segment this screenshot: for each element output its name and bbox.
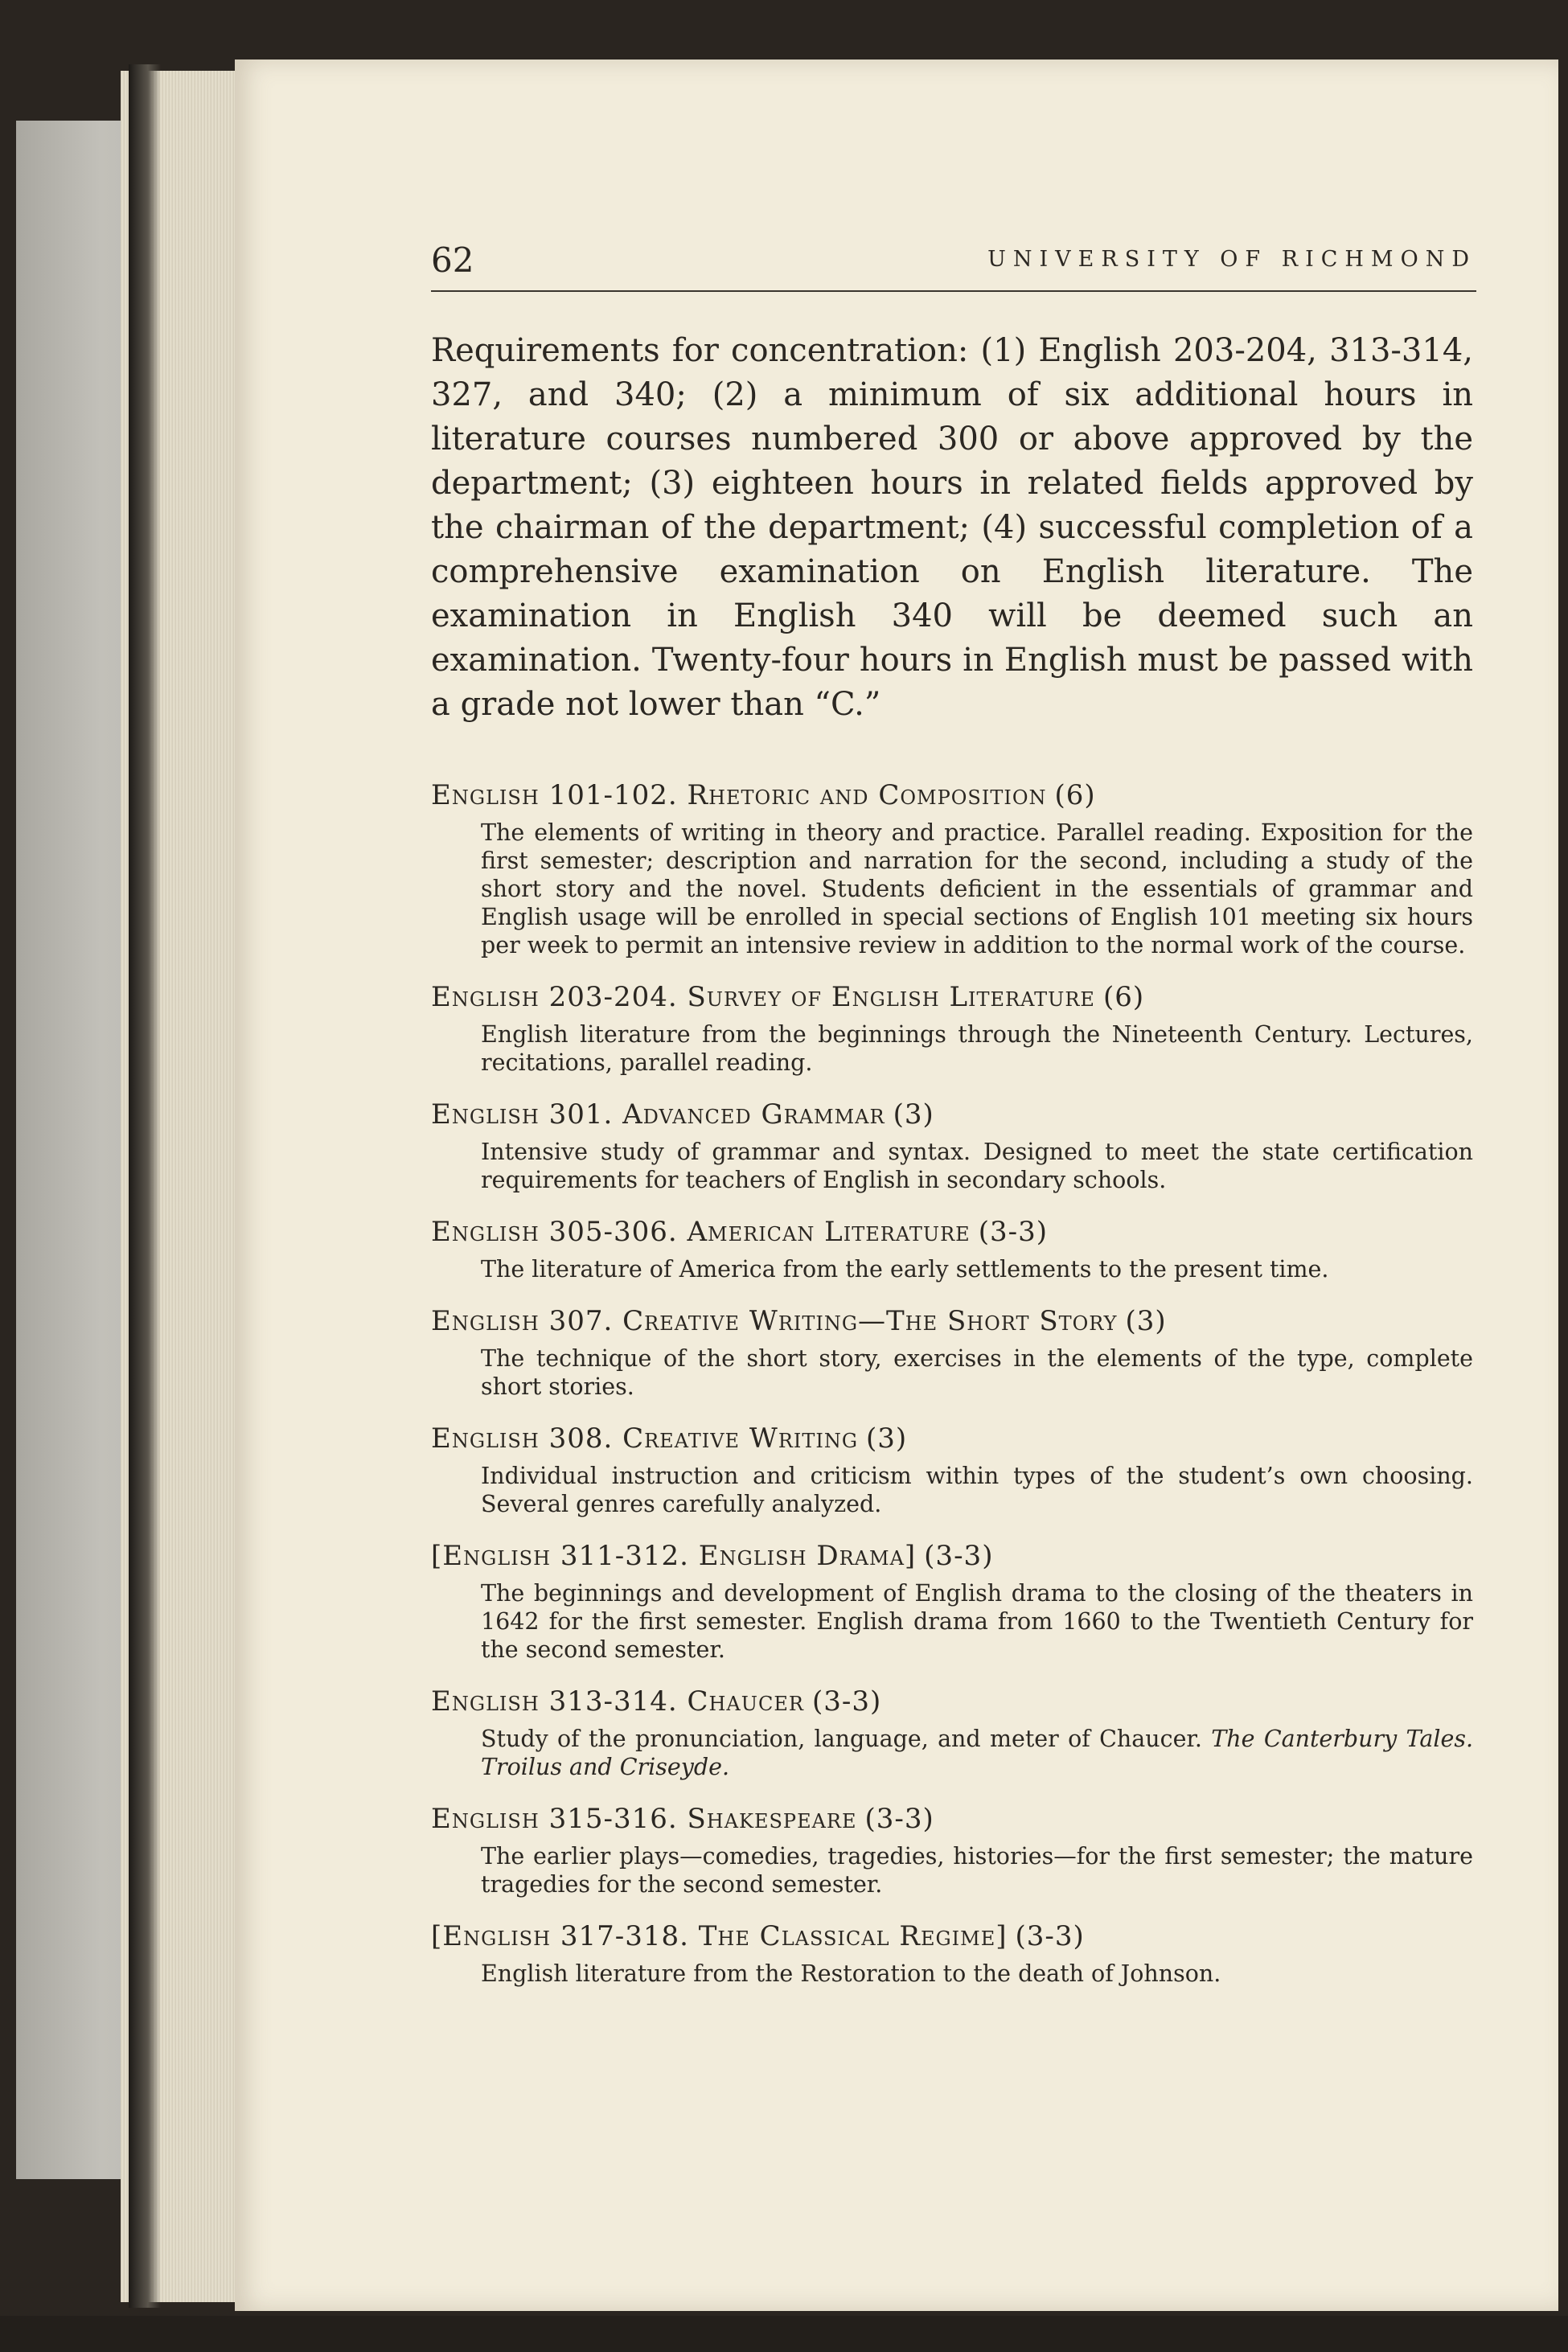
course-heading [431, 1800, 1473, 1837]
course-english-301 [431, 1096, 1473, 1194]
course-english-313-314 [431, 1683, 1473, 1781]
course-english-308 [431, 1420, 1473, 1518]
course-description: Individual instruction and criticism within types of the student’s own choosing. Several genres carefully analyzed. [481, 1463, 1473, 1517]
course-title: English 101-102. Rhetoric and Composition [431, 779, 1047, 811]
course-hours: (3-3) [1015, 1920, 1085, 1952]
course-description: English literature from the beginnings through the Nineteenth Century. Lectures, recitations, parallel reading. [481, 1021, 1473, 1076]
book-page [235, 60, 1558, 2311]
italic-title: Troilus and Criseyde. [481, 1754, 730, 1780]
spine-shadow [129, 64, 161, 2308]
course-hours: (3) [893, 1098, 934, 1131]
course-title: English 315-316. Shakespeare [431, 1803, 857, 1835]
page-number: 62 [431, 240, 474, 280]
course-heading [431, 1213, 1473, 1250]
course-title: English 307. Creative Writing—The Short Story [431, 1305, 1118, 1337]
course-hours: (3) [1125, 1305, 1167, 1337]
course-english-203-204 [431, 979, 1473, 1077]
page-body [431, 329, 1473, 2007]
course-english-317-318 [431, 1918, 1473, 1988]
course-description: The literature of America from the early settlements to the present time. [481, 1256, 1329, 1283]
course-heading [431, 1918, 1473, 1955]
course-hours: (3-3) [924, 1540, 994, 1572]
running-head-title: UNIVERSITY OF RICHMOND [987, 247, 1476, 272]
course-title: [English 317-318. The Classical Regime] [431, 1920, 1008, 1952]
course-description: The elements of writing in theory and practice. Parallel reading. Exposition for the first semester; description and narration for the second, including a study of the short story and the novel. Students deficient in the essentials of grammar and English usage will be enrolled in special sections of English 101 meeting six hours per week to permit an intensive review in addition to the normal work of the course. [481, 819, 1473, 958]
course-description: The technique of the short story, exercises in the elements of the type, complete short stories. [481, 1345, 1473, 1400]
course-description: Intensive study of grammar and syntax. Designed to meet the state certification requirements for teachers of English in secondary schools. [481, 1139, 1473, 1193]
course-english-311-312 [431, 1537, 1473, 1664]
course-hours: (3) [866, 1422, 908, 1455]
course-title: English 301. Advanced Grammar [431, 1098, 885, 1131]
course-hours: (3-3) [864, 1803, 934, 1835]
course-english-101-102 [431, 777, 1473, 959]
course-list [431, 777, 1473, 1988]
course-description: English literature from the Restoration to the death of Johnson. [481, 1960, 1221, 1987]
course-english-315-316 [431, 1800, 1473, 1898]
course-heading [431, 1420, 1473, 1457]
course-title: English 305-306. American Literature [431, 1216, 971, 1248]
course-heading [431, 1537, 1473, 1574]
course-title: English 203-204. Survey of English Literature [431, 981, 1095, 1013]
course-hours: (6) [1102, 981, 1145, 1013]
running-head [431, 240, 1476, 289]
course-hours: (3-3) [811, 1685, 882, 1718]
course-heading [431, 1303, 1473, 1340]
course-title: English 308. Creative Writing [431, 1422, 859, 1455]
course-hours: (3-3) [978, 1216, 1048, 1248]
header-rule [431, 290, 1476, 292]
course-title: [English 311-312. English Drama] [431, 1540, 917, 1572]
scan-bottom-edge [0, 2316, 1568, 2352]
course-heading [431, 777, 1473, 814]
course-english-307 [431, 1303, 1473, 1401]
concentration-requirements: Requirements for concentration: (1) English 203-204, 313-314, 327, and 340; (2) a minimum of six additional hours in literature courses numbered 300 or above approved by the department; (3) eighteen hours in related fields approved by the chairman of the department; (4) successful completion of a comprehensive examination on English literature. The examination in English 340 will be deemed such an examination. Twenty-four hours in English must be passed with a grade not lower than “C.” [431, 332, 1473, 723]
course-description: The earlier plays—comedies, tragedies, histories—for the first semester; the mature tragedies for the second semester. [481, 1843, 1473, 1898]
course-description-text: Study of the pronunciation, language, and meter of Chaucer. [481, 1726, 1202, 1752]
course-heading [431, 1096, 1473, 1133]
course-description: The beginnings and development of English drama to the closing of the theaters in 1642 for the first semester. English drama from 1660 to the Twentieth Century for the second semester. [481, 1580, 1473, 1663]
course-description [481, 1725, 1473, 1781]
course-title: English 313-314. Chaucer [431, 1685, 804, 1718]
course-english-305-306 [431, 1213, 1473, 1283]
italic-title: The Canterbury Tales. [1211, 1726, 1473, 1752]
course-heading [431, 979, 1473, 1016]
course-heading [431, 1683, 1473, 1720]
course-hours: (6) [1054, 779, 1096, 811]
